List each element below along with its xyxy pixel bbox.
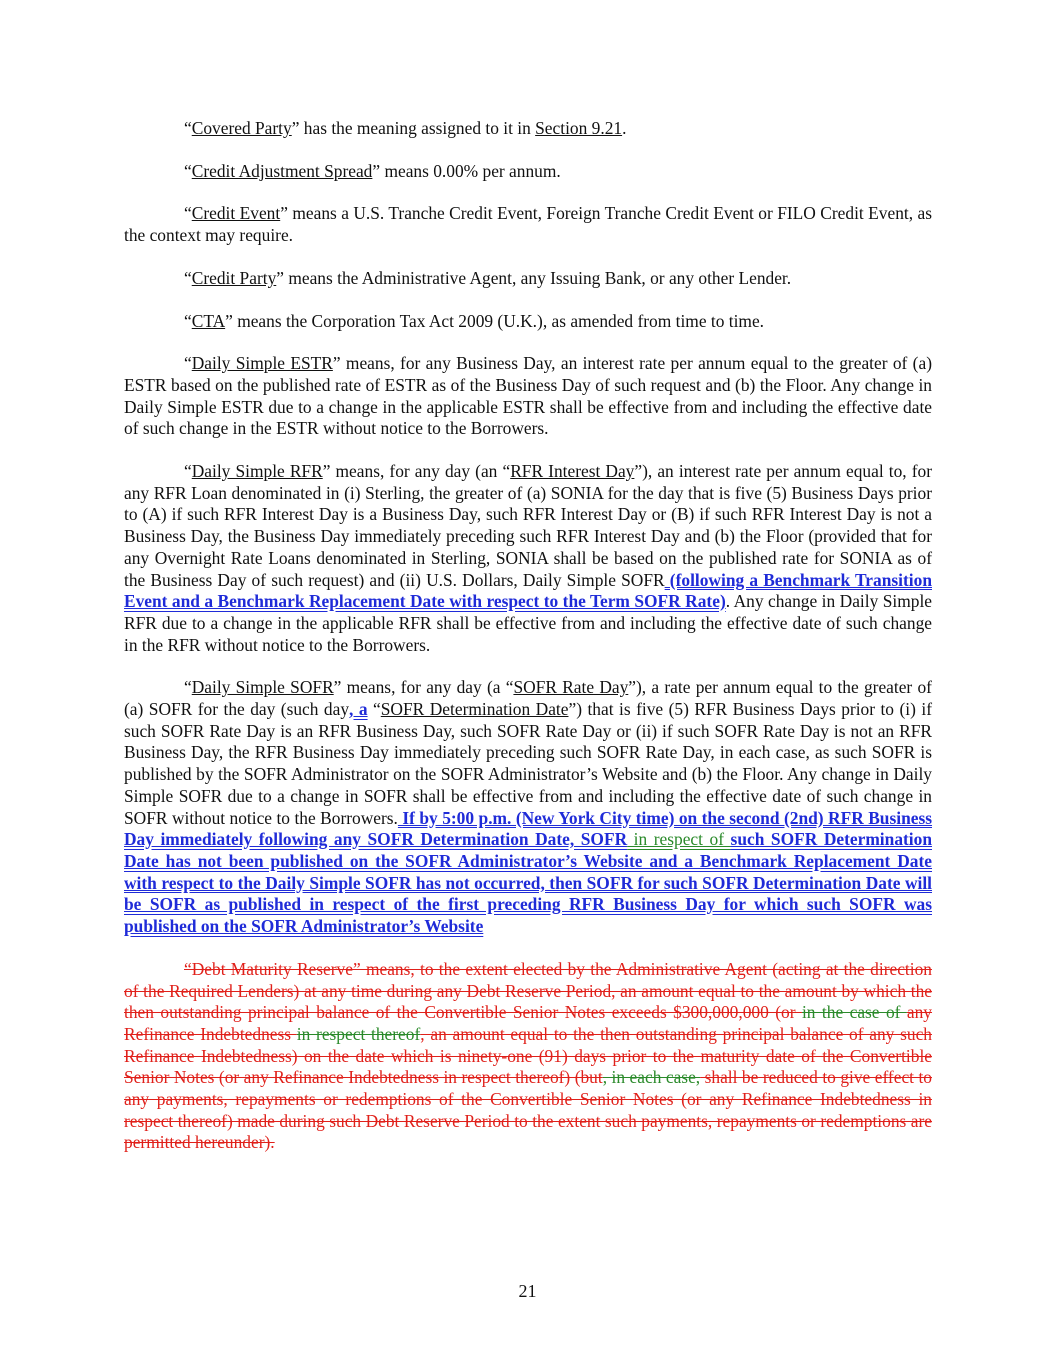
deleted-text: shall be reduced to give effect to any payments, repayments or redemptions of the Convertible Senior Notes (or any Refinance Indebtedness in respect thereof) made during such Debt Reserve Period to the extent such payments, repayments or redemptions are permitted hereunder). bbox=[124, 1067, 932, 1153]
deleted-moved-text: , in each case, bbox=[602, 1067, 701, 1088]
text-segment: ”), a rate per annum equal to the greater of (a) SOFR for the day (such day bbox=[124, 677, 932, 720]
defined-term: Section 9.21 bbox=[535, 118, 623, 138]
deleted-moved-text: in the case of bbox=[801, 1002, 907, 1023]
text-segment: ” means the Administrative Agent, any Issuing Bank, or any other Lender. bbox=[276, 267, 792, 288]
definition-daily-simple-estr bbox=[124, 353, 932, 440]
deleted-text: to the then outstanding principal balance of any such Refinance Indebtedness) on the date which is ninety-one (91) days prior to the maturity date of the Convertible Senior Notes (or any Refinance Indebtedness in respect thereof) (but bbox=[124, 1023, 932, 1088]
definition-debt-maturity-reserve-deleted bbox=[124, 959, 932, 1154]
text-segment: “ bbox=[184, 118, 192, 138]
text-segment: ” means 0.00% per annum. bbox=[372, 160, 561, 181]
defined-term: Daily Simple ESTR bbox=[191, 353, 333, 374]
definition-daily-simple-sofr bbox=[124, 677, 932, 937]
text-segment: ” means, for any Business Day, an interest rate per annum equal to the greater of (a) ESTR based on the published rate of ESTR as of the Business Day of such request and (b) the Floor. Any change in Daily Simple ESTR due to a change in the applicable ESTR shall be effective from and including the effective date of such change in the ESTR without notice to the Borrowers. bbox=[124, 353, 932, 439]
text-segment: “ bbox=[367, 699, 381, 720]
definition-cta bbox=[124, 311, 932, 333]
text-segment: . bbox=[622, 118, 627, 138]
text-segment: ”) that is five (5) RFR Business Days prior to (i) if such SOFR Rate Day is an RFR Business Day, such SOFR Rate Day or (ii) if such SOFR Rate Day is not an RFR Business Day, the RFR Business Day immediately preceding such SOFR Rate Day, in each case, as such SOFR is published by the SOFR Administrator on the SOFR Administrator’s Website and (b) the Floor. Any change in Daily Simple SOFR due to a change in SOFR shall be effective from and including the effective date of such change in SOFR without notice to the Borrowers. bbox=[124, 699, 932, 828]
inserted-text: such SOFR Determination Date has not been published on the SOFR Administrator’s Website and a Benchmark Replacement Date with respect to the Daily Simple SOFR has not occurred, then SOFR for such SOFR Determination Date will be SOFR as published in respect of the first preceding RFR Business Day for which such SOFR was published on the SOFR Administrator’s Website bbox=[124, 829, 933, 937]
defined-term: CTA bbox=[191, 310, 226, 331]
text-segment: . Any change in Daily Simple RFR due to a change in the applicable RFR shall be effective from and including the effective date of such change in the RFR without notice to the Borrowers. bbox=[124, 591, 933, 655]
deleted-text: “Debt Maturity Reserve” means, to the extent elected by the Administrative Agent (acting at the direction of the Required Lenders) at any time during any Debt Reserve Period, an amount equal to the amount by which the then outstanding principal balance of the Convertible Senior Notes exceeds $300,000,000 (or bbox=[124, 958, 932, 1023]
defined-term: Covered Party bbox=[191, 118, 292, 138]
deleted-moved-text: in respect thereof bbox=[296, 1023, 421, 1044]
defined-term: Credit Adjustment Spread bbox=[191, 160, 373, 181]
deleted-text: , an amount equal bbox=[420, 1023, 554, 1044]
defined-term: Daily Simple RFR bbox=[191, 461, 323, 482]
text-segment: ” means the Corporation Tax Act 2009 (U.K.), as amended from time to time. bbox=[225, 310, 765, 331]
text-segment: “ bbox=[184, 677, 192, 698]
defined-term: Daily Simple SOFR bbox=[191, 677, 334, 698]
inserted-text: , a bbox=[349, 699, 368, 720]
text-segment: ”), an interest rate per annum equal to, for any RFR Loan denominated in (i) Sterling, the greater of (a) SONIA for the day that is five (5) Business Days prior to (A) if such RFR Interest Day is a Business Day, such RFR Interest Day or (B) if such RFR Interest Day is not a Business Day, the Business Day immediately preceding such RFR Interest Day and (b) the Floor (provided that for any Overnight Rate Loans denominated in Sterling, SONIA shall be based on the published rate for SONIA as of the Business Day of such request) and (ii) U.S. Dollars, Daily Simple SOFR bbox=[124, 461, 933, 590]
defined-term: RFR Interest Day bbox=[510, 461, 635, 482]
text-segment: “ bbox=[184, 203, 192, 224]
defined-term: Credit Event bbox=[191, 203, 281, 224]
definition-daily-simple-rfr bbox=[124, 461, 932, 656]
page-number: 21 bbox=[518, 1281, 537, 1301]
text-segment: “ bbox=[184, 310, 192, 331]
definition-covered-party bbox=[124, 118, 932, 140]
text-segment: ” means, for any day (an “ bbox=[322, 461, 511, 482]
text-segment: ” means a U.S. Tranche Credit Event, Foreign Tranche Credit Event or FILO Credit Event, as the context may require. bbox=[124, 203, 932, 246]
deleted-text: any Refinance Indebtedness bbox=[124, 1002, 933, 1044]
text-segment: “ bbox=[184, 160, 192, 181]
document-page bbox=[124, 118, 932, 1175]
text-segment: “ bbox=[184, 353, 192, 374]
definition-credit-adjustment-spread bbox=[124, 161, 932, 183]
text-segment: “ bbox=[184, 267, 192, 288]
inserted-text: (following a Benchmark Transition Event and a Benchmark Replacement Date with respect to the Term SOFR Rate) bbox=[124, 569, 932, 612]
definition-credit-event bbox=[124, 203, 932, 246]
text-segment: ” means, for any day (a “ bbox=[333, 677, 514, 698]
text-segment: “ bbox=[184, 461, 192, 482]
definition-credit-party bbox=[124, 268, 932, 290]
text-segment: ” has the meaning assigned to it in bbox=[291, 118, 536, 138]
defined-term: Credit Party bbox=[191, 267, 277, 288]
defined-term: SOFR Rate Day bbox=[513, 677, 629, 698]
moved-text: in respect of bbox=[627, 829, 731, 850]
inserted-text: If by 5:00 p.m. (New York City time) on the second (2nd) RFR Business Day immediately following any SOFR Determination Date, SOFR bbox=[124, 807, 933, 850]
defined-term: SOFR Determination Date bbox=[380, 699, 569, 720]
